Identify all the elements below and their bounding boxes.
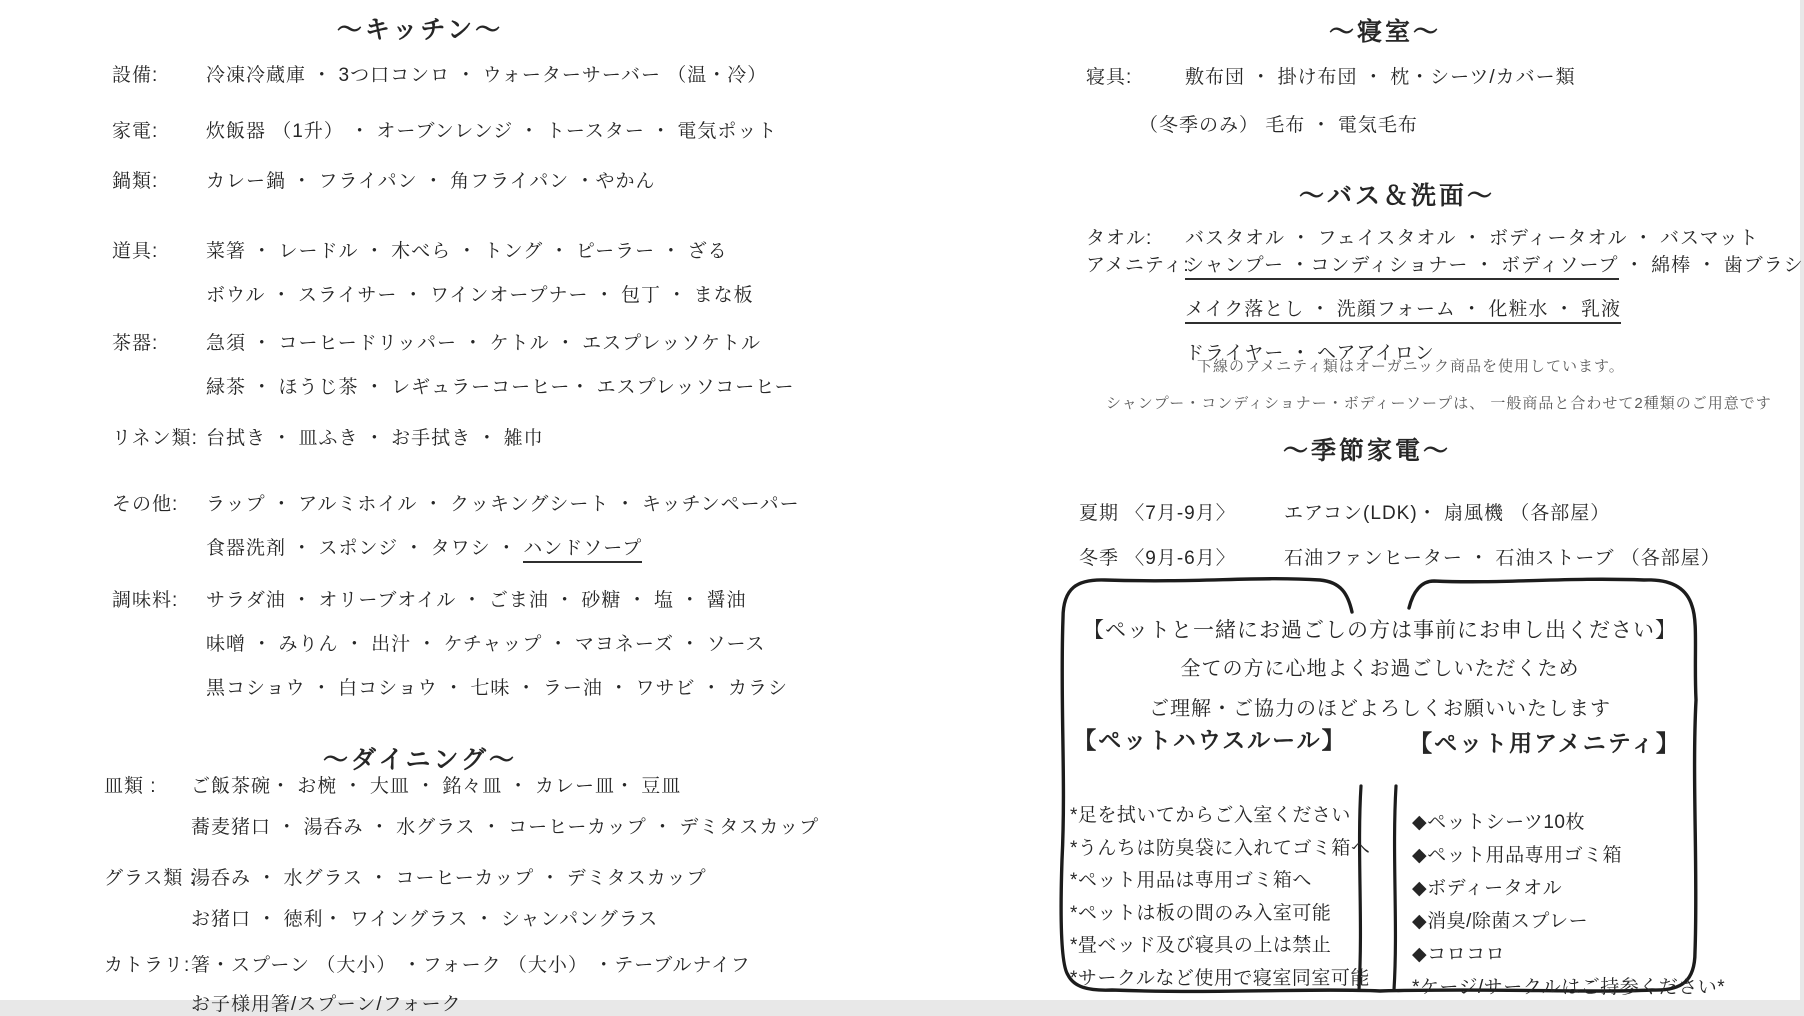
- row-label: 道具:: [112, 241, 159, 262]
- pet-amenity: ◆消臭/除菌スプレー: [1412, 911, 1589, 932]
- pet-rule: *畳ベッド及び寝具の上は禁止: [1070, 935, 1332, 956]
- item-line: ラップ ・ アルミホイル ・ クッキングシート ・ キッチンペーパー: [206, 494, 800, 515]
- item-line: 炊飯器 （1升） ・ オーブンレンジ ・ トースター ・ 電気ポット: [206, 121, 778, 142]
- item-line: ボウル ・ スライサー ・ ワインオープナー ・ 包丁 ・ まな板: [206, 285, 754, 306]
- pet-amenity-title: 【ペット用アメニティ】: [1409, 730, 1681, 756]
- row-label: 調味料:: [112, 590, 179, 611]
- shampoo-note: シャンプー・コンディショナー・ボディーソープは、 一般商品と合わせて2種類のご用意です: [1106, 395, 1772, 412]
- row-label: 鍋類:: [112, 171, 159, 192]
- pet-rule: *うんちは防臭袋に入れてゴミ箱へ: [1070, 837, 1371, 859]
- pet-amenity: ◆ペット用品専用ゴミ箱: [1412, 845, 1623, 866]
- row-label: 設備:: [112, 65, 159, 86]
- item-line: サラダ油 ・ オリーブオイル ・ ごま油 ・ 砂糖 ・ 塩 ・ 醤油: [206, 590, 747, 611]
- pet-intro-line2: 全ての方に心地よくお過ごしいただくため: [1180, 658, 1580, 680]
- item-line: [1185, 294, 1804, 321]
- kitchen-section-title: ～キッチン～: [336, 16, 504, 44]
- pet-amenity: ◆コロコロ: [1412, 944, 1506, 965]
- row-label: タオル:: [1086, 228, 1153, 249]
- row-label: 寝具:: [1086, 67, 1133, 88]
- pet-rules-title: 【ペットハウスルール】: [1073, 727, 1347, 753]
- pet-amenity-list: [1412, 806, 1725, 1004]
- item-line: 蕎麦猪口 ・ 湯呑み ・ 水グラス ・ コーヒーカップ ・ デミタスカップ: [191, 817, 820, 838]
- row-label: リネン類:: [112, 428, 198, 449]
- pet-amenity: *ケージ/サークルはご持参ください*: [1412, 977, 1726, 998]
- row-label: 家電:: [112, 121, 159, 142]
- bedroom-section-title: ～寝室～: [1328, 18, 1441, 46]
- bath-row-amenities: [1086, 250, 1804, 365]
- item-line: ドライヤー ・ ヘアアイロン: [1185, 343, 1435, 364]
- pet-rule: *ペットは板の間のみ入室可能: [1070, 902, 1332, 924]
- kitchen-row-seasoning: [112, 585, 788, 700]
- pet-amenity: ◆ボディータオル: [1412, 878, 1563, 899]
- kitchen-row-appliances: [112, 116, 777, 143]
- item-text: 食器洗剤 ・ スポンジ ・ タワシ ・: [206, 538, 524, 559]
- pet-rules-list: [1070, 800, 1370, 995]
- pet-intro-line1: 【ペットと一緒にお過ごしの方は事前にお申し出ください】: [1083, 619, 1677, 642]
- kitchen-row-misc: [112, 489, 800, 560]
- item-line: エアコン(LDK)・ 扇風機 （各部屋）: [1284, 503, 1611, 524]
- dining-section-title: ～ダイニング～: [322, 746, 517, 774]
- kitchen-row-equipment: [112, 60, 767, 87]
- item-line: [206, 533, 800, 560]
- item-line: 台拭き ・ 皿ふき ・ お手拭き ・ 雑巾: [206, 428, 544, 449]
- seasonal-section-title: ～季節家電～: [1282, 437, 1451, 465]
- item-line: お猪口 ・ 徳利・ ワイングラス ・ シャンパングラス: [191, 909, 659, 930]
- item-line: 急須 ・ コーヒードリッパー ・ ケトル ・ エスプレッソケトル: [206, 333, 762, 354]
- dining-row-glasses: [104, 863, 707, 931]
- underlined-item: ハンドソープ: [523, 538, 642, 563]
- row-label: グラス類 :: [104, 868, 196, 889]
- kitchen-row-tea: [112, 328, 795, 399]
- pet-rule: *ペット用品は専用ゴミ箱へ: [1070, 870, 1312, 891]
- item-line: 湯呑み ・ 水グラス ・ コーヒーカップ ・ デミタスカップ: [191, 868, 707, 889]
- kitchen-row-linen: [112, 423, 544, 450]
- seasonal-row-summer: [1079, 498, 1610, 525]
- kitchen-row-tools: [112, 236, 754, 307]
- item-line: カレー鍋 ・ フライパン ・ 角フライパン ・やかん: [206, 171, 656, 192]
- pet-intro-line3: ご理解・ご協力のほどよろしくお願いいたします: [1149, 698, 1611, 720]
- dining-row-plates: [104, 771, 819, 839]
- pet-rule: *サークルなど使用で寝室同室可能: [1070, 967, 1370, 989]
- item-line: 箸・スプーン （大小） ・フォーク （大小） ・テーブルナイフ: [191, 955, 751, 976]
- bedroom-row-bedding: [1086, 62, 1576, 137]
- item-line: （冬季のみ） 毛布 ・ 電気毛布: [1139, 115, 1418, 136]
- kitchen-row-pots: [112, 166, 656, 193]
- underlined-item: メイク落とし ・ 洗顔フォーム ・ 化粧水 ・ 乳液: [1185, 299, 1621, 324]
- item-line: 敷布団 ・ 掛け布団 ・ 枕・シーツ/カバー類: [1185, 67, 1576, 88]
- seasonal-row-winter: [1079, 543, 1721, 570]
- item-line: 黒コショウ ・ 白コショウ ・ 七味 ・ ラー油 ・ ワサビ ・ カラシ: [206, 678, 789, 699]
- organic-note: 下線のアメニティ類はオーガニック商品を使用しています。: [1197, 358, 1625, 375]
- pet-rule: *足を拭いてからご入室ください: [1070, 805, 1351, 826]
- pet-amenity: ◆ペットシーツ10枚: [1412, 812, 1585, 833]
- item-line: お子様用箸/スプーン/フォーク: [191, 994, 462, 1015]
- item-line: 菜箸 ・ レードル ・ 木べら ・ トング ・ ピーラー ・ ざる: [206, 241, 728, 262]
- item-line: 冷凍冷蔵庫 ・ 3つ口コンロ ・ ウォーターサーバー （温・冷）: [206, 65, 768, 86]
- item-text: ・ 綿棒 ・ 歯ブラシ: [1618, 255, 1804, 276]
- item-line: 緑茶 ・ ほうじ茶 ・ レギュラーコーヒー・ エスプレッソコーヒー: [206, 377, 795, 398]
- item-line: [1185, 250, 1804, 277]
- dining-row-cutlery: [104, 950, 751, 1016]
- row-label: 冬季 〈9月-6月〉: [1079, 548, 1236, 569]
- row-label: アメニティ:: [1086, 255, 1190, 276]
- row-label: 茶器:: [112, 333, 159, 354]
- pet-info-box: [1050, 570, 1726, 1000]
- bath-row-towels: [1086, 223, 1759, 250]
- row-label: 夏期 〈7月-9月〉: [1079, 503, 1236, 524]
- bath-section-title: ～バス＆洗面～: [1298, 182, 1495, 210]
- item-line: 石油ファンヒーター ・ 石油ストーブ （各部屋）: [1284, 548, 1721, 569]
- item-line: バスタオル ・ フェイスタオル ・ ボディータオル ・ バスマット: [1185, 228, 1759, 249]
- row-label: 皿類 :: [104, 776, 157, 797]
- item-line: ご飯茶碗・ お椀 ・ 大皿 ・ 銘々皿 ・ カレー皿・ 豆皿: [191, 776, 682, 797]
- underlined-item: シャンプー ・コンディショナー ・ ボディソープ: [1185, 255, 1619, 280]
- row-label: カトラリ:: [104, 955, 191, 976]
- item-line: 味噌 ・ みりん ・ 出汁 ・ ケチャップ ・ マヨネーズ ・ ソース: [206, 634, 766, 655]
- row-label: その他:: [112, 494, 179, 515]
